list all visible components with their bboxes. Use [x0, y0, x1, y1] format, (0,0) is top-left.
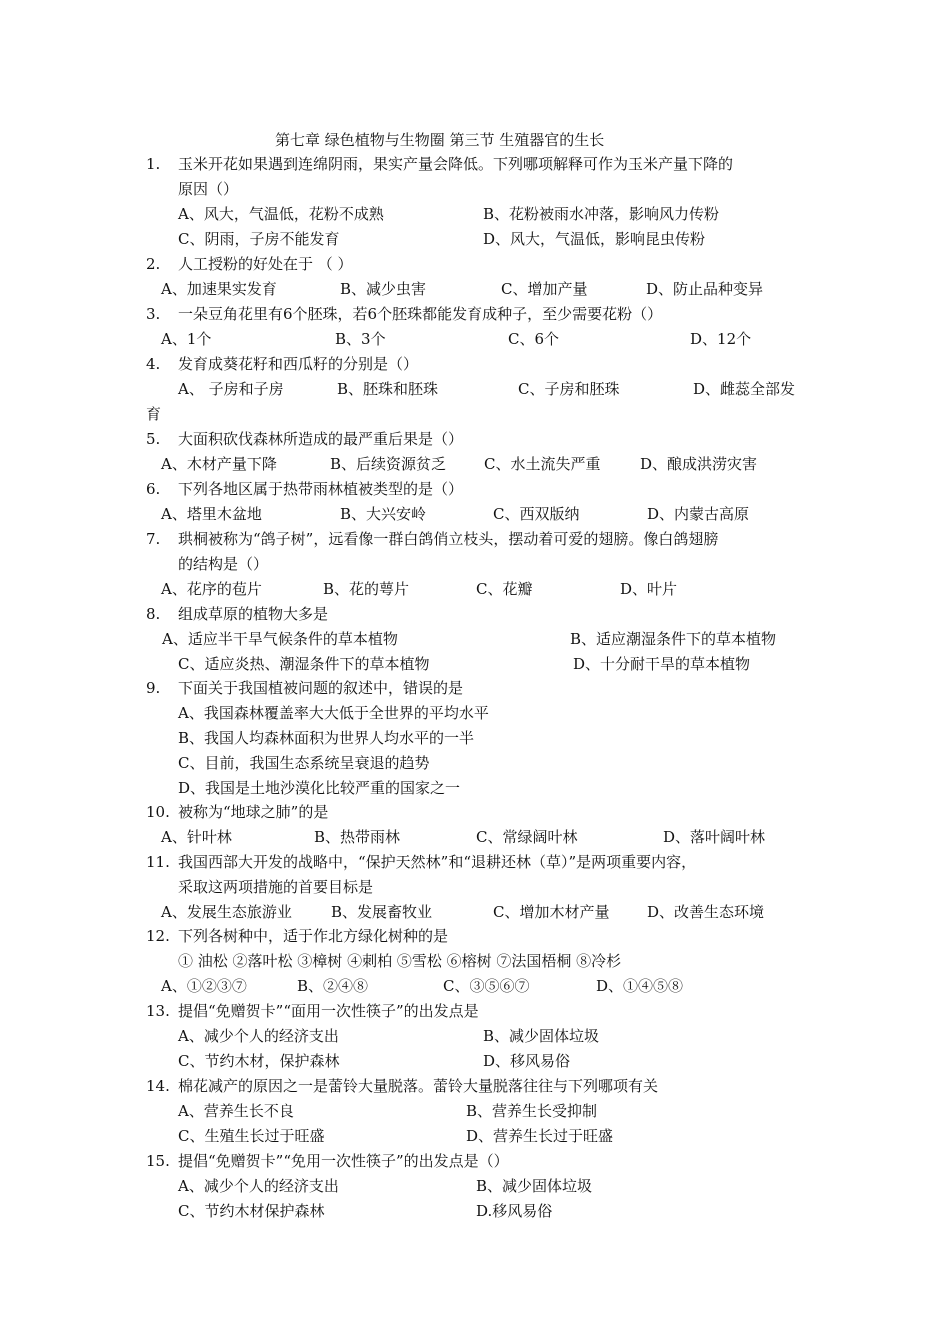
question-text: 提倡“免赠贺卡”“免用一次性筷子”的出发点是（） — [178, 1152, 509, 1170]
option-b: B、营养生长受抑制 — [466, 1102, 598, 1120]
option-c: C、节约木材保护森林 — [178, 1202, 325, 1220]
option-d: D、①④⑤⑧ — [596, 977, 684, 995]
question-number: 4. — [146, 355, 161, 373]
option-b: B、后续资源贫乏 — [330, 455, 447, 473]
question-text: 下列各树种中，适于作北方绿化树种的是 — [178, 927, 449, 945]
option-d: D、十分耐干旱的草本植物 — [573, 655, 751, 673]
option-b: B、大兴安岭 — [340, 505, 427, 523]
option-b: B、花的萼片 — [323, 580, 410, 598]
option-a: A、针叶林 — [161, 828, 232, 846]
question-text: 被称为“地球之肺”的是 — [178, 803, 329, 821]
question-number: 2. — [146, 255, 161, 273]
option-b: B、减少固体垃圾 — [476, 1177, 593, 1195]
option-d: D、落叶阔叶林 — [663, 828, 766, 846]
option-d-wrap: 育 — [146, 405, 162, 423]
question-text: 提倡“免赠贺卡”“面用一次性筷子”的出发点是 — [178, 1002, 479, 1020]
page-title: 第七章 绿色植物与生物圈 第三节 生殖器官的生长 — [275, 131, 605, 149]
question-text: 组成草原的植物大多是 — [178, 605, 329, 623]
option-b: B、花粉被雨水冲落，影响风力传粉 — [483, 205, 720, 223]
question-text: 的结构是（） — [178, 555, 269, 573]
option-c: C、适应炎热、潮湿条件下的草本植物 — [178, 655, 430, 673]
option-d: D、内蒙古高原 — [647, 505, 750, 523]
question-number: 7. — [146, 530, 161, 548]
question-text: 我国西部大开发的战略中，“保护天然林”和“退耕还林（草）”是两项重要内容， — [178, 853, 697, 871]
option-a: A、适应半干旱气候条件的草本植物 — [162, 630, 398, 648]
question-number: 15. — [146, 1152, 170, 1170]
option-a: A、风大，气温低，花粉不成熟 — [178, 205, 384, 223]
question-text: 采取这两项措施的首要目标是 — [178, 878, 374, 896]
option-b: B、发展畜牧业 — [331, 903, 433, 921]
option-c: C、子房和胚珠 — [518, 380, 620, 398]
option-c: C、6个 — [508, 330, 560, 348]
option-c: C、常绿阔叶林 — [476, 828, 578, 846]
option-b: B、3个 — [335, 330, 386, 348]
option-d: D、风大，气温低，影响昆虫传粉 — [483, 230, 706, 248]
option-b: B、我国人均森林面积为世界人均水平的一半 — [178, 729, 475, 747]
option-a: A、1个 — [161, 330, 212, 348]
option-d: D、叶片 — [620, 580, 678, 598]
question-text: ① 油松 ②落叶松 ③樟树 ④刺柏 ⑤雪松 ⑥榕树 ⑦法国梧桐 ⑧冷杉 — [178, 952, 622, 970]
question-number: 6. — [146, 480, 161, 498]
option-b: B、减少固体垃圾 — [483, 1027, 600, 1045]
option-b: B、适应潮湿条件下的草本植物 — [570, 630, 777, 648]
option-a: A、发展生态旅游业 — [161, 903, 292, 921]
question-number: 9. — [146, 679, 161, 697]
question-text: 一朵豆角花里有6个胚珠，若6个胚珠都能发育成种子，至少需要花粉（） — [178, 305, 663, 323]
question-text: 原因（） — [178, 180, 239, 198]
option-d: D、雌蕊全部发 — [693, 380, 796, 398]
option-b: B、②④⑧ — [297, 977, 369, 995]
option-c: C、阴雨，子房不能发育 — [178, 230, 340, 248]
option-a: A、塔里木盆地 — [161, 505, 262, 523]
option-a: A、加速果实发育 — [161, 280, 277, 298]
option-d: D、移风易俗 — [483, 1052, 571, 1070]
option-d: D、防止品种变异 — [646, 280, 764, 298]
option-b: B、热带雨林 — [314, 828, 401, 846]
option-c: C、生殖生长过于旺盛 — [178, 1127, 325, 1145]
question-number: 5. — [146, 430, 161, 448]
option-a: A、我国森林覆盖率大大低于全世界的平均水平 — [178, 704, 489, 722]
option-b: B、减少虫害 — [340, 280, 427, 298]
option-b: B、胚珠和胚珠 — [337, 380, 439, 398]
option-c: C、③⑤⑥⑦ — [443, 977, 530, 995]
question-text: 珙桐被称为“鸽子树”，远看像一群白鸽俏立枝头，摆动着可爱的翅膀。像白鸽翅膀 — [178, 530, 719, 548]
option-c: C、水土流失严重 — [484, 455, 601, 473]
question-text: 大面积砍伐森林所造成的最严重后果是（） — [178, 430, 464, 448]
option-a: A、木材产量下降 — [161, 455, 277, 473]
option-d: D、12个 — [690, 330, 752, 348]
question-number: 11. — [146, 853, 170, 871]
option-c: C、增加产量 — [501, 280, 588, 298]
option-a: A、减少个人的经济支出 — [178, 1027, 339, 1045]
question-number: 8. — [146, 605, 161, 623]
option-c: C、增加木材产量 — [493, 903, 610, 921]
option-d: D.移风易俗 — [476, 1202, 553, 1220]
question-text: 下面关于我国植被问题的叙述中，错误的是 — [178, 679, 464, 697]
option-d: D、改善生态环境 — [647, 903, 765, 921]
option-c: C、西双版纳 — [493, 505, 580, 523]
question-number: 10. — [146, 803, 170, 821]
option-c: C、目前，我国生态系统呈衰退的趋势 — [178, 754, 430, 772]
question-text: 棉花减产的原因之一是蕾铃大量脱落。蕾铃大量脱落往往与下列哪项有关 — [178, 1077, 659, 1095]
option-d: D、我国是土地沙漠化比较严重的国家之一 — [178, 779, 461, 797]
question-number: 1. — [146, 155, 161, 173]
option-c: C、花瓣 — [476, 580, 533, 598]
question-number: 13. — [146, 1002, 170, 1020]
option-a: A、 子房和子房 — [178, 380, 284, 398]
question-text: 发育成葵花籽和西瓜籽的分别是（） — [178, 355, 419, 373]
option-d: D、酿成洪涝灾害 — [640, 455, 758, 473]
question-number: 14. — [146, 1077, 170, 1095]
question-number: 3. — [146, 305, 161, 323]
question-text: 人工授粉的好处在于 （ ） — [178, 255, 353, 273]
question-text: 下列各地区属于热带雨林植被类型的是（） — [178, 480, 464, 498]
option-d: D、营养生长过于旺盛 — [466, 1127, 614, 1145]
option-a: A、营养生长不良 — [178, 1102, 294, 1120]
question-number: 12. — [146, 927, 170, 945]
question-text: 玉米开花如果遇到连绵阴雨，果实产量会降低。下列哪项解释可作为玉米产量下降的 — [178, 155, 734, 173]
option-c: C、节约木材，保护森林 — [178, 1052, 340, 1070]
option-a: A、①②③⑦ — [161, 977, 247, 995]
option-a: A、花序的苞片 — [161, 580, 262, 598]
option-a: A、减少个人的经济支出 — [178, 1177, 339, 1195]
